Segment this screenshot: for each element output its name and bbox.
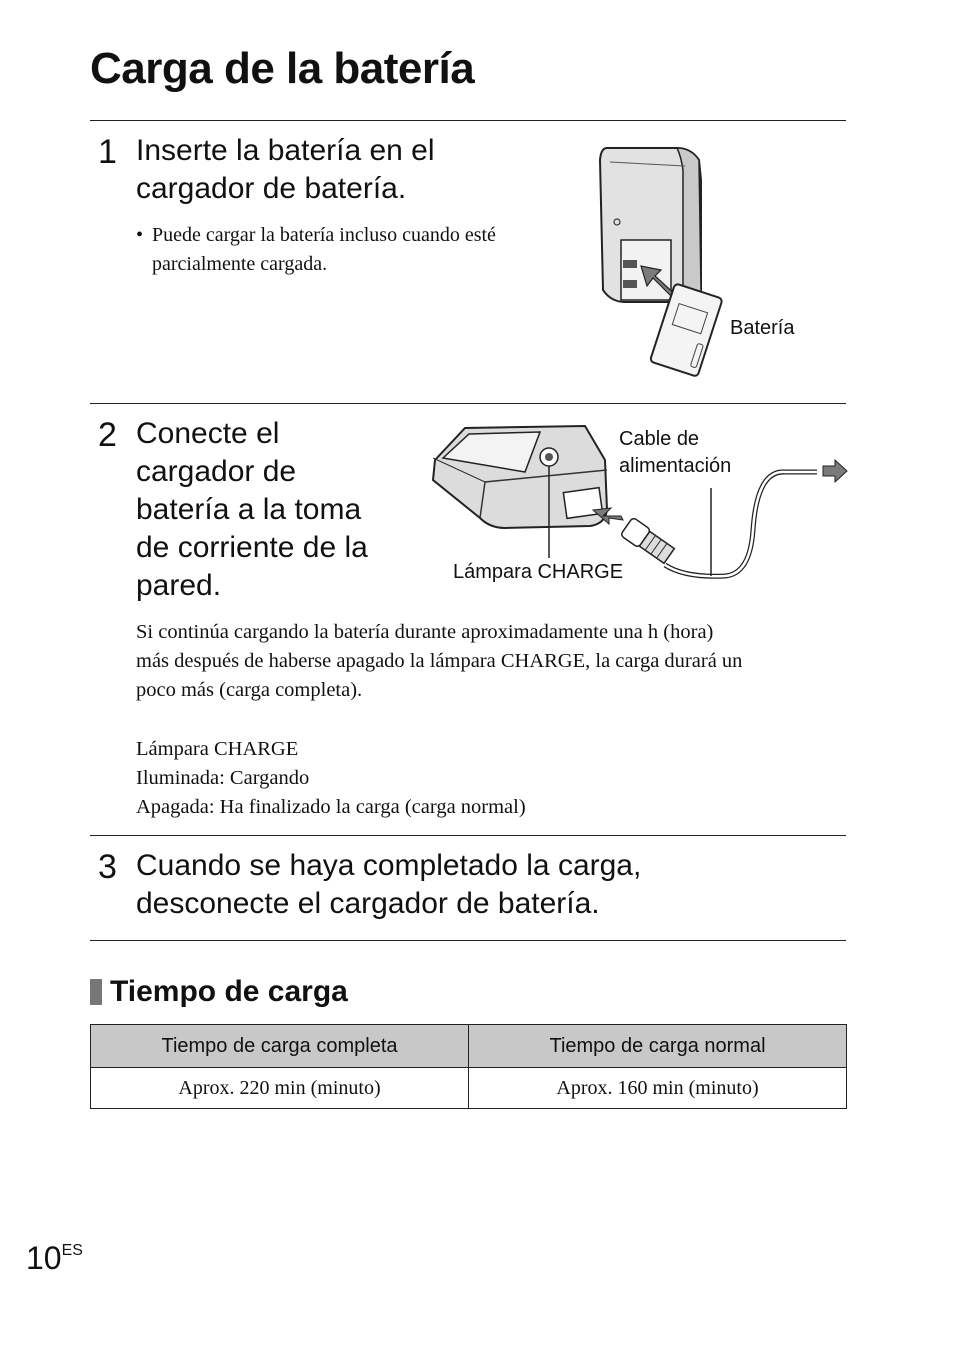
- page-number-suffix: ES: [61, 1242, 83, 1259]
- power-cable-label: [619, 426, 731, 480]
- page-number: [26, 1240, 83, 1277]
- lamp-status-line: Iluminada: Cargando: [136, 767, 310, 789]
- step-1-heading-line: cargador de batería.: [136, 172, 407, 205]
- step-2-heading-line: cargador de: [136, 455, 297, 488]
- battery-charger-illustration: [595, 140, 725, 385]
- divider: [90, 940, 846, 941]
- paragraph-line: más después de haberse apagado la lámpara CHARGE, la carga durará un: [136, 650, 743, 672]
- step-3-heading: [136, 847, 641, 923]
- step-2-heading-line: pared.: [136, 569, 222, 602]
- charging-time-table: [90, 1024, 847, 1109]
- step-3-heading-line: desconecte el cargador de batería.: [136, 887, 600, 920]
- paragraph-line: poco más (carga completa).: [136, 679, 363, 701]
- step-2-heading: [136, 415, 368, 605]
- paragraph-line: Si continúa cargando la batería durante aproximadamente una h (hora): [136, 621, 714, 643]
- table-cell: Aprox. 160 min (minuto): [469, 1068, 847, 1109]
- step-1-heading-line: Inserte la batería en el: [136, 134, 435, 167]
- step-2-heading-line: batería a la toma: [136, 493, 362, 526]
- charge-lamp-label: Lámpara CHARGE: [453, 561, 624, 583]
- battery-label: Batería: [730, 317, 795, 339]
- step-1-note-text: Puede cargar la batería incluso cuando esté parcialmente cargada.: [152, 224, 496, 275]
- step-2-heading-line: Conecte el: [136, 417, 280, 450]
- charging-time-heading-text: Tiempo de carga: [110, 975, 348, 1008]
- step-3-heading-line: Cuando se haya completado la carga,: [136, 849, 642, 882]
- divider: [90, 403, 846, 404]
- divider: [90, 835, 846, 836]
- step-3-number: 3: [98, 848, 117, 886]
- step-1-heading: [136, 132, 435, 208]
- table-header-cell: Tiempo de carga completa: [91, 1025, 469, 1068]
- lamp-status-line: Lámpara CHARGE: [136, 738, 299, 760]
- table-header-row: [91, 1025, 847, 1068]
- step-2-number: 2: [98, 416, 117, 454]
- step-2-paragraph: [136, 618, 742, 705]
- section-marker-icon: [90, 979, 102, 1005]
- charge-lamp-status: [136, 735, 526, 822]
- lamp-status-line: Apagada: Ha finalizado la carga (carga normal): [136, 796, 526, 818]
- power-cable-label-line: alimentación: [619, 455, 732, 477]
- page-title: Carga de la batería: [90, 44, 475, 93]
- table-cell: Aprox. 220 min (minuto): [91, 1068, 469, 1109]
- table-header-cell: Tiempo de carga normal: [469, 1025, 847, 1068]
- table-row: [91, 1068, 847, 1109]
- power-cable-label-line: Cable de: [619, 428, 700, 450]
- divider: [90, 120, 846, 121]
- step-1-note: [136, 221, 576, 279]
- bullet-dot: •: [136, 224, 144, 246]
- charging-time-heading: [90, 975, 348, 1009]
- step-2-heading-line: de corriente de la: [136, 531, 368, 564]
- step-1-number: 1: [98, 133, 117, 171]
- page-number-value: 10: [26, 1240, 62, 1276]
